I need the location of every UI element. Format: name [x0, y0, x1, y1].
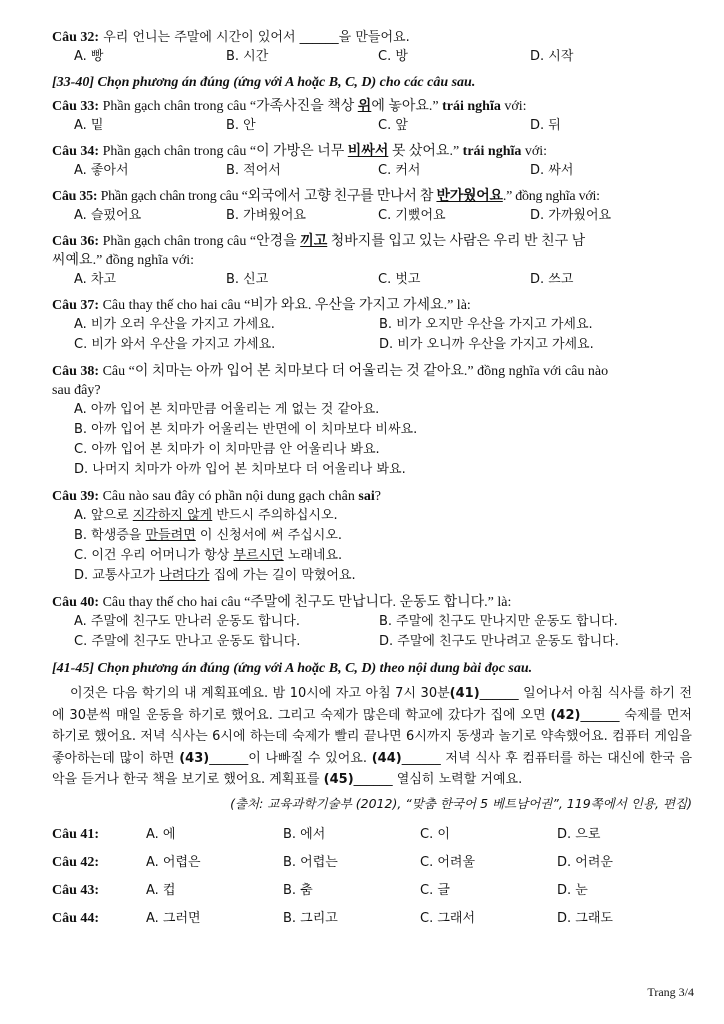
question-40 [52, 593, 692, 652]
blank-41: (41) [449, 686, 480, 701]
option-b: B. 가벼웠어요 [226, 208, 306, 223]
passage-source: (출처: 교육과학기술부 (2012), “맞춤 한국어 5 베트남어권”, 119쪽에서 인용, 편집) [230, 795, 692, 811]
option-a: A. 그러면 [146, 910, 201, 926]
passage-text: ______이 나빠질 수 있어요. [209, 750, 372, 766]
question-label: Câu 36: [52, 234, 100, 249]
option-a: A. 슬펐어요 [74, 208, 142, 223]
option-text: D. 교통사고가 [74, 568, 160, 583]
option-b: B. 어렵는 [283, 854, 338, 870]
option-d [74, 566, 692, 586]
option-d: D. 주말에 친구도 만나려고 운동도 합니다. [379, 634, 619, 649]
question-label: Câu 32: [52, 30, 100, 45]
keyword: sai [358, 489, 375, 504]
option-a: A. 비가 오러 우산을 가지고 가세요. [74, 317, 275, 332]
options [52, 612, 692, 652]
option-a: A. 주말에 친구도 만나러 운동도 합니다. [74, 614, 300, 629]
option-d: D. 그래도 [557, 910, 613, 926]
question-44 [52, 907, 692, 931]
question-39 [52, 487, 692, 586]
options [52, 116, 692, 135]
option-d: D. 으로 [557, 826, 601, 842]
option-c: C. 비가 와서 우산을 가지고 가세요. [74, 337, 276, 352]
question-text: Phần gạch chân trong câu “이 가방은 너무 [99, 144, 348, 159]
options [52, 270, 692, 289]
underlined-word: 끼고 [300, 234, 328, 249]
question-label: Câu 40: [52, 595, 100, 610]
question-text-line2: sau đây? [52, 383, 101, 398]
question-33 [52, 97, 692, 135]
option-d: D. 어려운 [557, 854, 613, 870]
underlined-word: 비싸서 [347, 144, 389, 159]
blank-42: (42) [550, 707, 581, 723]
options [52, 315, 692, 355]
question-label: Câu 34: [52, 144, 100, 159]
option-c: C. 커서 [378, 163, 421, 178]
question-text: Phần gạch chân trong câu “가족사진을 책상 [99, 99, 358, 114]
option-a: A. 빵 [74, 49, 104, 64]
option-d: D. 나머지 치마가 아까 입어 본 치마보다 더 어울리나 봐요. [74, 462, 406, 477]
question-label: Câu 43: [52, 882, 100, 898]
option-b: B. 그리고 [283, 910, 338, 926]
underlined-phrase: 만들려면 [145, 528, 196, 543]
underlined-word: 반가웠어요 [436, 189, 503, 204]
blank-45: (45) [323, 772, 354, 788]
reading-passage [52, 683, 692, 791]
passage-text: ______ 숙제를 먼저 하기로 했어요. 저녁 식사는 6시에 하는데 숙제가 빨리 끝나면 6시까지 동생과 놀기로 약속했어요. 컴퓨터 게임을 좋아하는데 많이 하면 [52, 707, 692, 766]
question-text-line2: 씨예요.” đồng nghĩa với: [52, 253, 195, 268]
option-b: B. 주말에 친구도 만나지만 운동도 합니다. [379, 614, 618, 629]
options [52, 506, 692, 586]
underlined-phrase: 나려다가 [159, 568, 210, 583]
option-b: B. 시간 [226, 49, 269, 64]
option-text: C. 이건 우리 어머니가 항상 [74, 548, 234, 563]
blank-43: (43) [179, 750, 210, 766]
question-label: Câu 38: [52, 364, 100, 379]
options [52, 206, 692, 225]
question-text: 우리 언니는 주말에 시간이 있어서 ______을 만들어요. [99, 30, 410, 45]
keyword: trái nghĩa [462, 144, 522, 159]
question-37 [52, 296, 692, 355]
question-label: Câu 41: [52, 826, 100, 842]
option-c: C. 앞 [378, 118, 408, 133]
passage-text: ______ 저녁 식사 후 컴퓨터를 하는 대신에 한국 음악을 듣거나 한국 책을 보기로 했어요. 계획표를 [52, 750, 693, 788]
question-label: Câu 35: [52, 189, 98, 204]
option-b: B. 에서 [283, 826, 326, 842]
option-b: B. 아까 입어 본 치마가 어울리는 반면에 이 치마보다 비싸요. [74, 422, 418, 437]
question-label: Câu 33: [52, 99, 100, 114]
option-text: B. 학생증을 [74, 528, 146, 543]
option-c: C. 아까 입어 본 치마가 이 치마만큼 안 어울리나 봐요. [74, 442, 380, 457]
option-b: B. 비가 오지만 우산을 가지고 가세요. [379, 317, 593, 332]
question-label: Câu 39: [52, 489, 100, 504]
blank-44: (44) [371, 750, 402, 766]
question-end: với: [521, 144, 548, 159]
options [52, 161, 692, 180]
options [52, 47, 692, 66]
option-b: B. 춤 [283, 882, 313, 898]
question-label: Câu 44: [52, 910, 100, 926]
option-a: A. 아까 입어 본 치마만큼 어울리는 게 없는 것 같아요. [74, 402, 380, 417]
option-text-cont: 이 신청서에 써 주십시오. [195, 528, 343, 543]
question-43 [52, 879, 692, 903]
underlined-word: 위 [357, 99, 372, 114]
option-a: A. 컵 [146, 882, 176, 898]
option-c: C. 글 [420, 882, 450, 898]
option-c: C. 방 [378, 49, 408, 64]
option-a: A. 차고 [74, 272, 117, 287]
option-a [74, 506, 692, 526]
question-text: Câu nào sau đây có phần nội dung gạch chân [99, 489, 359, 504]
instruction-33-40: [33-40] Chọn phương án đúng (ứng với A hoặc B, C, D) cho các câu sau. [52, 75, 476, 90]
option-d: D. 시작 [530, 49, 574, 64]
option-d: D. 쓰고 [530, 272, 574, 287]
question-end: ? [374, 489, 381, 504]
question-41 [52, 823, 692, 847]
instruction-41-45: [41-45] Chọn phương án đúng (ứng với A hoặc B, C, D) theo nội dung bài đọc sau. [52, 661, 533, 676]
question-label: Câu 37: [52, 298, 100, 313]
option-b: B. 적어서 [226, 163, 281, 178]
question-text: Phần gạch chân trong câu “외국에서 고향 친구를 만나서 참 [97, 189, 437, 204]
question-36 [52, 232, 692, 289]
underlined-phrase: 지각하지 않게 [132, 508, 213, 523]
question-text: Câu “이 치마는 아까 입어 본 치마보다 더 어울리는 것 같아요.” đồng nghĩa với câu nào [99, 364, 609, 379]
option-a: A. 좋아서 [74, 163, 129, 178]
question-text-cont: 못 샀어요.” [388, 144, 463, 159]
option-d: D. 싸서 [530, 163, 574, 178]
option-c: C. 벗고 [378, 272, 421, 287]
question-text: Phần gạch chân trong câu “안경을 [99, 234, 301, 249]
exam-page [52, 28, 692, 935]
question-text-cont: .” đồng nghĩa với: [502, 189, 600, 204]
question-label: Câu 42: [52, 854, 100, 870]
option-c: C. 이 [420, 826, 450, 842]
option-c: C. 그래서 [420, 910, 476, 926]
option-b: B. 신고 [226, 272, 269, 287]
passage-text: 이것은 다음 학기의 내 계획표예요. 밤 10시에 자고 아침 7시 30분 [70, 686, 450, 701]
option-a: A. 어렵은 [146, 854, 201, 870]
question-text-cont: 에 놓아요.” [371, 99, 443, 114]
option-text-cont: 집에 가는 길이 막혔어요. [209, 568, 356, 583]
option-d: D. 뒤 [530, 118, 561, 133]
option-text: A. 앞으로 [74, 508, 133, 523]
answer-rows [52, 823, 692, 931]
question-32 [52, 28, 692, 66]
question-35 [52, 187, 692, 225]
passage-text: ______ 열심히 노력할 거예요. [353, 772, 523, 788]
question-text-cont: 청바지를 입고 있는 사람은 우리 반 친구 남 [327, 234, 586, 249]
option-c: C. 어려울 [420, 854, 476, 870]
option-b: B. 안 [226, 118, 256, 133]
option-c [74, 546, 692, 566]
option-text-cont: 반드시 주의하십시오. [212, 508, 338, 523]
page-number: Trang 3/4 [647, 985, 694, 999]
keyword: trái nghĩa [442, 99, 501, 114]
option-a: A. 밑 [74, 118, 104, 133]
question-38 [52, 362, 692, 480]
option-c: C. 주말에 친구도 만나고 운동도 합니다. [74, 634, 301, 649]
option-c: C. 기뻤어요 [378, 208, 446, 223]
option-d: D. 가까웠어요 [530, 208, 612, 223]
option-text-cont: 노래네요. [283, 548, 343, 563]
option-d: D. 비가 오니까 우산을 가지고 가세요. [379, 337, 594, 352]
question-text: Câu thay thế cho hai câu “주말에 친구도 만납니다. 운동도 합니다.” là: [99, 595, 512, 610]
option-a: A. 에 [146, 826, 176, 842]
underlined-phrase: 부르시던 [233, 548, 284, 563]
option-b [74, 526, 692, 546]
options [52, 400, 692, 480]
option-d: D. 눈 [557, 882, 588, 898]
question-42 [52, 851, 692, 875]
passage-text: ______ 일어나서 아침 식사를 하기 전에 30분씩 매일 운동을 하기로 했어요. 그리고 숙제가 많은데 학교에 갔다가 집에 오면 [52, 686, 692, 723]
question-end: với: [500, 99, 527, 114]
question-34 [52, 142, 692, 180]
question-text: Câu thay thế cho hai câu “비가 와요. 우산을 가지고 가세요.” là: [99, 298, 471, 313]
